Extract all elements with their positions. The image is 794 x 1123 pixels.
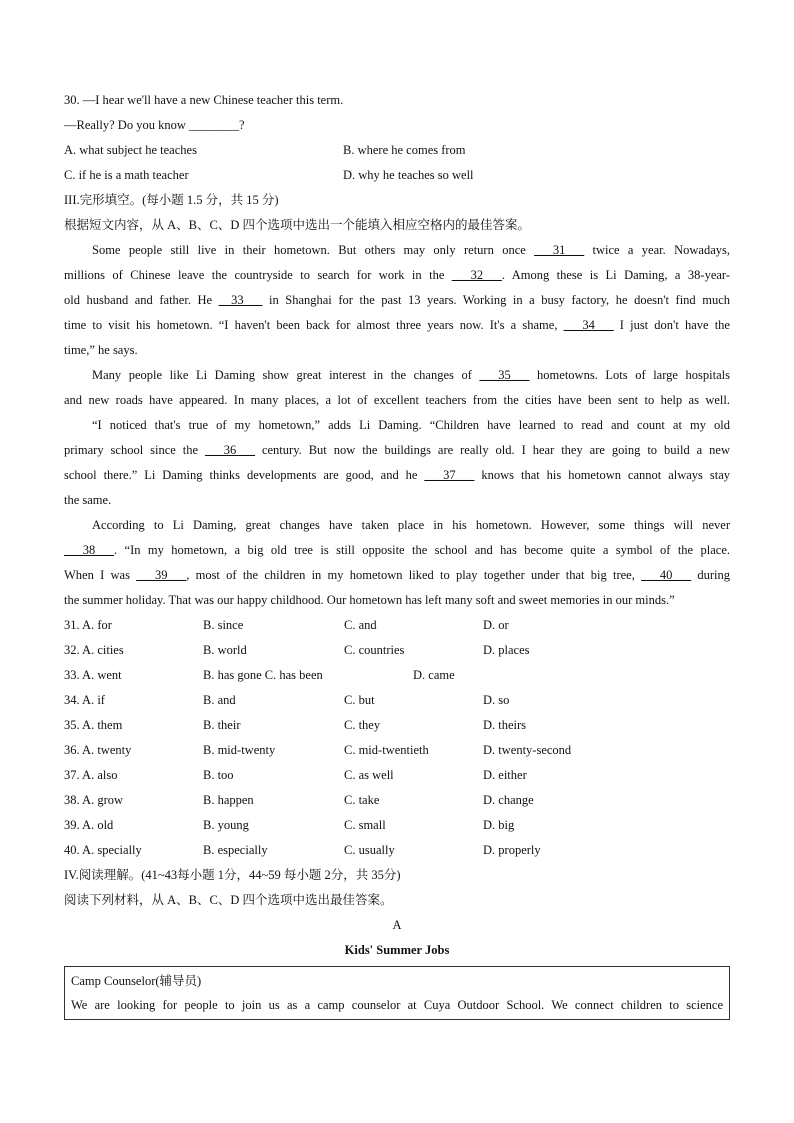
option-a: 32. A. cities (64, 643, 124, 657)
q30-option-d: D. why he teaches so well (343, 168, 474, 182)
option-c: C. countries (344, 643, 405, 657)
option-a: 39. A. old (64, 818, 114, 832)
exam-page (64, 88, 730, 1020)
passage-line: the same. (64, 493, 112, 507)
option-c: C. take (344, 793, 380, 807)
option-d: D. so (483, 693, 510, 707)
blank-32: ___32___ (451, 268, 502, 282)
passage-line: ___38___. “In my hometown, a big old tree is still opposite the school and has become quite a symbol of the place. (64, 543, 730, 557)
blank-37: ___37___ (424, 468, 475, 482)
passage-line: primary school since the ___36___ century. But now the buildings are really old. I hear they are going to build a new (64, 443, 730, 457)
option-c: C. as well (344, 768, 394, 782)
option-c: C. they (344, 718, 381, 732)
blank-40: ___40___ (641, 568, 692, 582)
blank-35: ___35___ (479, 368, 530, 382)
option-row-32 (64, 638, 730, 663)
option-b: B. and (203, 693, 236, 707)
option-d: D. came (413, 668, 455, 682)
q30-option-b: B. where he comes from (343, 143, 466, 157)
passage-line: According to Li Daming, great changes have taken place in his hometown. However, some things will never (92, 518, 730, 532)
passage-line: When I was ___39___, most of the children in my hometown liked to play together under that big tree, ___40___ during (64, 568, 730, 582)
option-b: B. especially (203, 843, 268, 857)
option-c: C. and (344, 618, 377, 632)
option-a: 40. A. specially (64, 843, 142, 857)
job-box (64, 966, 730, 1020)
option-a: 37. A. also (64, 768, 118, 782)
option-b: B. too (203, 768, 234, 782)
passage-line: “I noticed that's true of my hometown,” adds Li Daming. “Children have learned to read and count at my old (92, 418, 730, 432)
option-d: D. places (483, 643, 530, 657)
option-row-33 (64, 663, 730, 688)
option-b: B. young (203, 818, 249, 832)
option-row-37 (64, 763, 730, 788)
q30-stem-1: 30. —I hear we'll have a new Chinese teacher this term. (64, 93, 344, 107)
section3-instruction: 根据短文内容，从 A、B、C、D 四个选项中选出一个能填入相应空格内的最佳答案。 (64, 218, 530, 232)
option-a: 33. A. went (64, 668, 122, 682)
reading-title: Kids' Summer Jobs (344, 943, 450, 957)
blank-33: __33___ (218, 293, 263, 307)
job-box-text: We are looking for people to join us as a camp counselor at Cuya Outdoor School. We connect children to science (71, 998, 723, 1012)
blank-36: ___36___ (205, 443, 255, 457)
section4-instruction: 阅读下列材料，从 A、B、C、D 四个选项中选出最佳答案。 (64, 893, 393, 907)
option-d: D. theirs (483, 718, 527, 732)
option-a: 35. A. them (64, 718, 123, 732)
blank-34: ___34___ (563, 318, 614, 332)
blank-38: ___38___ (64, 543, 114, 557)
passage-line: school there.” Li Daming thinks developments are good, and he ___37___ knows that his hometown cannot always stay (64, 468, 730, 482)
option-d: D. change (483, 793, 534, 807)
option-a: 38. A. grow (64, 793, 124, 807)
option-row-36 (64, 738, 730, 763)
passage-line: time,” he says. (64, 343, 138, 357)
option-row-35 (64, 713, 730, 738)
option-row-39 (64, 813, 730, 838)
job-box-title: Camp Counselor(辅导员) (71, 974, 202, 988)
option-row-40 (64, 838, 730, 863)
option-row-31 (64, 613, 730, 638)
passage-line: time to visit his hometown. “I haven't been back for almost three years now. It's a shame, ___34___ I just don't have the (64, 318, 730, 332)
q30-option-a: A. what subject he teaches (64, 143, 197, 157)
option-d: D. twenty-second (483, 743, 572, 757)
option-b: B. their (203, 718, 241, 732)
option-row-34 (64, 688, 730, 713)
option-b: B. since (203, 618, 244, 632)
option-a: 36. A. twenty (64, 743, 132, 757)
passage-line: Many people like Li Daming show great interest in the changes of ___35___ hometowns. Lots of large hospitals (92, 368, 730, 382)
option-row-38 (64, 788, 730, 813)
section4-heading: IV.阅读理解。(41~43每小题 1分，44~59 每小题 2分，共 35分) (64, 868, 401, 882)
option-d: D. either (483, 768, 527, 782)
option-b: B. world (203, 643, 247, 657)
passage-letter: A (392, 918, 402, 932)
q30-options-row-2 (64, 163, 730, 188)
passage-line: old husband and father. He __33___ in Shanghai for the past 13 years. Working in a busy factory, he doesn't find much (64, 293, 730, 307)
option-d: D. big (483, 818, 515, 832)
option-b: B. mid-twenty (203, 743, 276, 757)
blank-39: ___39___ (136, 568, 187, 582)
q30-stem-2: —Really? Do you know ________? (64, 118, 245, 132)
passage-line: Some people still live in their hometown. But others may only return once ___31___ twice a year. Nowadays, (92, 243, 730, 257)
passage-line: and new roads have appeared. In many places, a lot of excellent teachers from the cities have been sent to help as well. (64, 393, 730, 407)
option-a: 31. A. for (64, 618, 112, 632)
option-c: C. small (344, 818, 386, 832)
section3-heading: III.完形填空。(每小题 1.5 分，共 15 分) (64, 193, 279, 207)
q30-options-row-1 (64, 138, 730, 163)
option-c: C. mid-twentieth (344, 743, 429, 757)
option-c: C. but (344, 693, 375, 707)
passage-line: the summer holiday. That was our happy childhood. Our hometown has left many soft and sweet memories in our minds.” (64, 593, 675, 607)
option-b: B. happen (203, 793, 254, 807)
q30-option-c: C. if he is a math teacher (64, 168, 189, 182)
blank-31: ___31___ (534, 243, 585, 257)
option-d: D. or (483, 618, 509, 632)
option-d: D. properly (483, 843, 541, 857)
option-b: B. has gone C. has been (203, 668, 323, 682)
option-a: 34. A. if (64, 693, 105, 707)
option-c: C. usually (344, 843, 395, 857)
passage-line: millions of Chinese leave the countryside to search for work in the ___32___. Among these is Li Daming, a 38-year- (64, 268, 730, 282)
